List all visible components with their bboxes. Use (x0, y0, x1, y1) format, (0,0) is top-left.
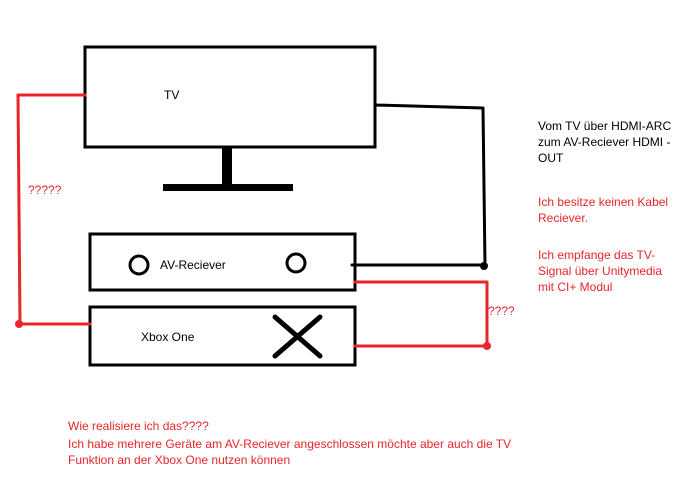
note-hdmi-arc: Vom TV über HDMI-ARC zum AV-Reciever HDMI - OUT (538, 119, 672, 166)
xbox-device-group (90, 307, 355, 365)
unknown-left-annotation: ????? (28, 183, 62, 197)
question-main: Wie realisiere ich das???? (68, 419, 209, 433)
unknown-right-annotation: ???? (488, 304, 515, 318)
av-receiver-knob-left-icon (130, 256, 148, 274)
tv-stand-neck (222, 147, 232, 184)
question-detail: Ich habe mehrere Geräte am AV-Reciever angeschlossen möchte aber auch die TV Funktion an der Xbox One nutzen können (68, 437, 512, 468)
tv-label: TV (164, 88, 180, 102)
av-receiver-knob-right-icon (287, 254, 305, 272)
xbox-label: Xbox One (141, 330, 195, 344)
xbox-outline (90, 307, 355, 365)
tv-stand-base (163, 184, 293, 191)
red-cable-av-receiver-to-xbox (355, 282, 491, 350)
av-receiver-label: AV-Reciever (160, 258, 226, 272)
tv-screen-outline (85, 47, 375, 147)
red-cable-tv-to-xbox (15, 95, 90, 328)
note-no-cable-receiver: Ich besitze keinen Kabel Reciever. (538, 195, 669, 226)
tv-device-group (85, 47, 375, 191)
note-unitymedia: Ich empfange das TV-Signal über Unitymedia mit CI+ Modul (538, 248, 663, 295)
